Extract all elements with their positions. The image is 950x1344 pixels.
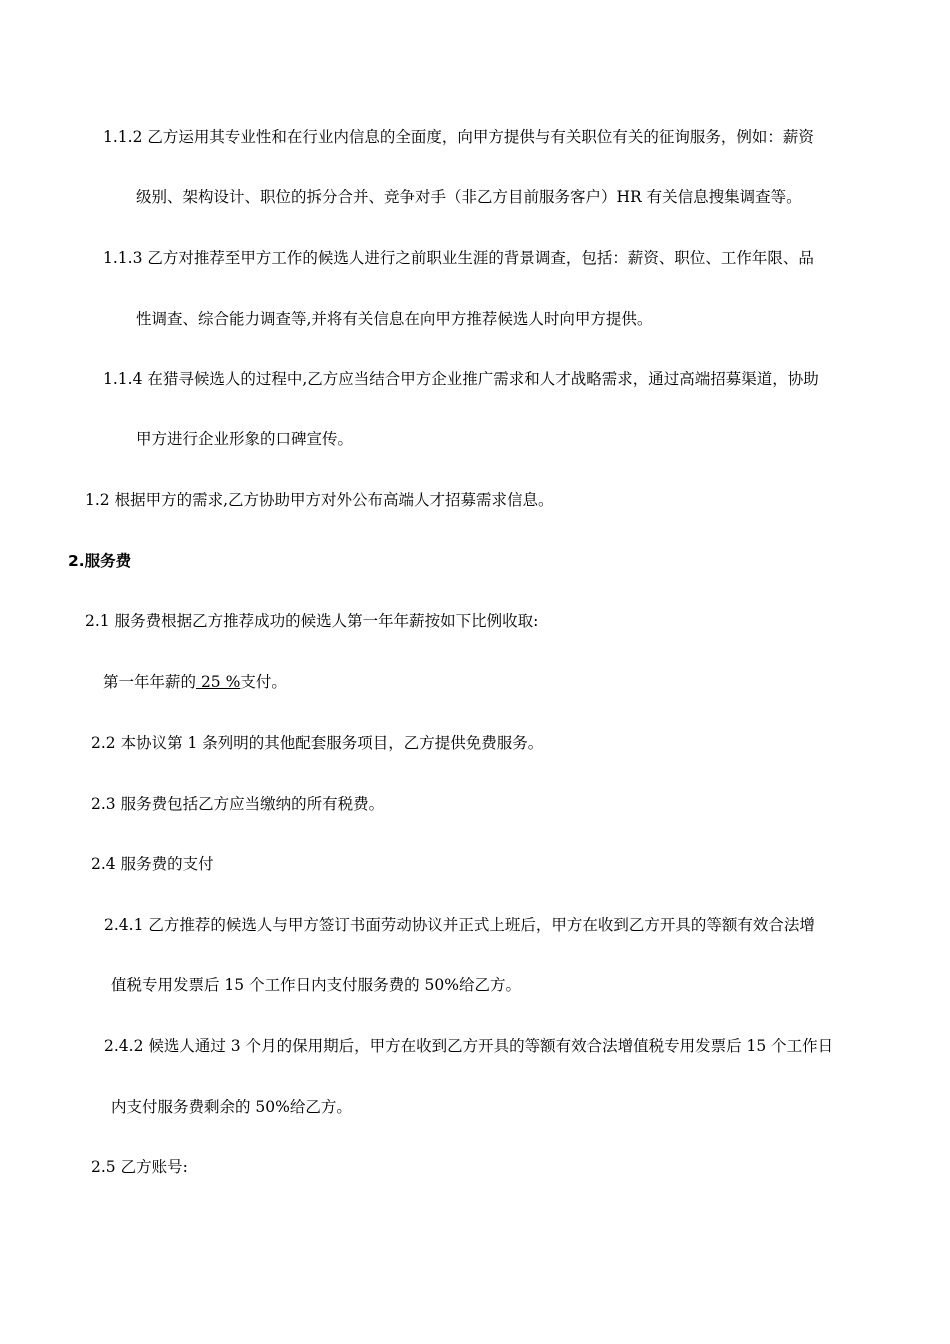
clause-2-1: 2.1 服务费根据乙方推荐成功的候选人第一年年薪按如下比例收取: [85,612,539,630]
clause-1-1-2-line-1: 1.1.2 乙方运用其专业性和在行业内信息的全面度，向甲方提供与有关职位有关的征询服务，例如：薪资 [103,128,814,146]
clause-1-1-3-line-1: 1.1.3 乙方对推荐至甲方工作的候选人进行之前职业生涯的背景调查，包括：薪资、职位、工作年限、品 [103,249,814,267]
section-2-heading: 2.服务费 [68,552,132,570]
clause-2-5: 2.5 乙方账号: [91,1158,188,1176]
clause-2-4-1-line-2: 值税专用发票后 15 个工作日内支付服务费的 50%给乙方。 [111,976,521,994]
rate-prefix: 第一年年薪的 [103,673,197,691]
clause-1-1-4-line-1: 1.1.4 在猎寻候选人的过程中,乙方应当结合甲方企业推广需求和人才战略需求，通过高端招募渠道，协助 [103,370,819,388]
clause-2-4: 2.4 服务费的支付 [91,855,214,873]
clause-2-4-2-line-2: 内支付服务费剩余的 50%给乙方。 [111,1098,352,1116]
clause-2-3: 2.3 服务费包括乙方应当缴纳的所有税费。 [91,795,385,813]
clause-1-1-4-line-2: 甲方进行企业形象的口碑宣传。 [136,430,354,448]
clause-1-2: 1.2 根据甲方的需求,乙方协助甲方对外公布高端人才招募需求信息。 [85,491,554,509]
rate-value: 25 % [196,673,241,691]
rate-suffix: 支付。 [240,673,287,691]
clause-1-1-2-line-2: 级别、架构设计、职位的拆分合并、竞争对手（非乙方目前服务客户）HR 有关信息搜集调查等。 [136,188,802,206]
clause-2-4-1-line-1: 2.4.1 乙方推荐的候选人与甲方签订书面劳动协议并正式上班后，甲方在收到乙方开具的等额有效合法增 [104,916,815,934]
clause-2-2: 2.2 本协议第 1 条列明的其他配套服务项目，乙方提供免费服务。 [91,734,544,752]
clause-1-1-3-line-2: 性调查、综合能力调查等,并将有关信息在向甲方推荐候选人时向甲方提供。 [136,310,653,328]
clause-2-1-rate [103,672,287,692]
clause-2-4-2-line-1: 2.4.2 候选人通过 3 个月的保用期后，甲方在收到乙方开具的等额有效合法增值税专用发票后 15 个工作日 [104,1037,834,1055]
